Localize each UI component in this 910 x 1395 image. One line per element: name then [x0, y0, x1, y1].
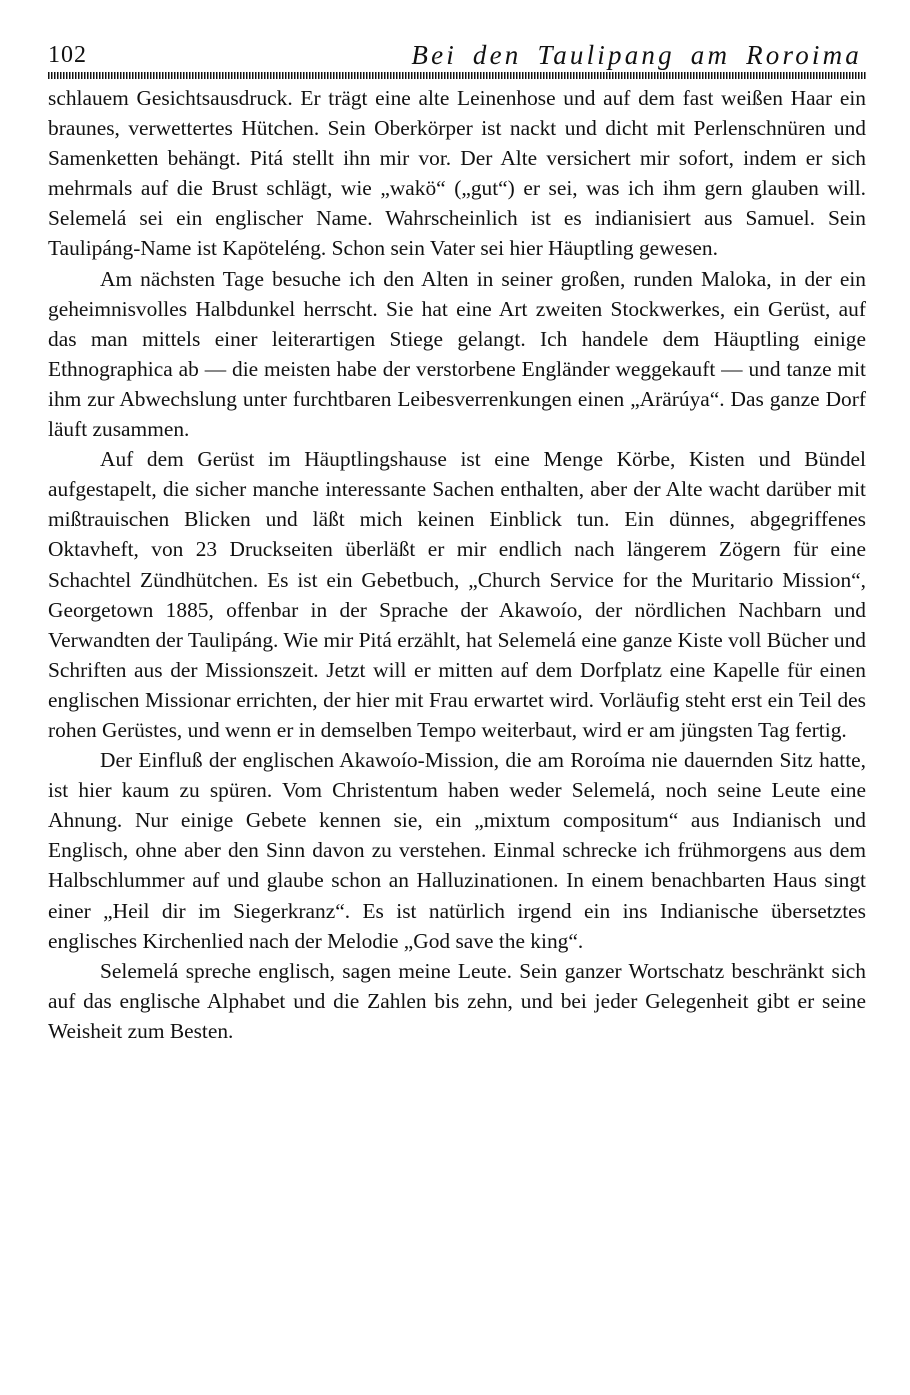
book-page — [48, 40, 866, 1046]
running-head — [48, 40, 866, 72]
paragraph-2: Am nächsten Tage besuche ich den Alten in seiner großen, runden Maloka, in der ein geheimnisvolles Halbdunkel herrscht. Sie hat eine Art zweiten Stockwerkes, ein Gerüst, auf das man mittels einer leiterartigen Stiege gelangt. Ich handele dem Häuptling einige Ethnographica ab — die meisten habe der verstorbene Engländer weggekauft — und tanze mit ihm zur Abwechslung unter furchtbaren Leibesverrenkungen einen „Arärúya“. Das ganze Dorf läuft zusammen. — [48, 266, 866, 442]
header-rule — [48, 72, 866, 79]
running-title: Bei den Taulipang am Roroima — [411, 40, 862, 70]
page-number: 102 — [48, 42, 87, 68]
body-text — [48, 83, 866, 1046]
paragraph-4: Der Einfluß der englischen Akawoío-Mission, die am Roroíma nie dauernden Sitz hatte, ist hier kaum zu spüren. Vom Christentum haben weder Selemelá, noch seine Leute eine Ahnung. Nur einige Gebete kennen sie, ein „mixtum compositum“ aus Indianisch und Englisch, ohne aber den Sinn davon zu verstehen. Einmal schrecke ich frühmorgens aus dem Halbschlummer auf und glaube schon an Halluzinationen. In einem benachbarten Haus singt einer „Heil dir im Siegerkranz“. Es ist natürlich irgend ein ins Indianische übersetztes englisches Kirchenlied nach der Melodie „God save the king“. — [48, 748, 866, 953]
paragraph-1: schlauem Gesichtsausdruck. Er trägt eine alte Leinenhose und auf dem fast weißen Haar ein braunes, verwettertes Hütchen. Sein Oberkörper ist nackt und dicht mit Perlenschnüren und Samenketten behängt. Pitá stellt ihn mir vor. Der Alte versichert mir sofort, indem er sich mehrmals auf die Brust schlägt, wie „wakö“ („gut“) er sei, was ich ihm gern glauben will. Selemelá sei ein englischer Name. Wahrscheinlich ist es indianisiert aus Samuel. Sein Taulipáng-Name ist Kapöteléng. Schon sein Vater sei hier Häuptling gewesen. — [48, 86, 866, 261]
paragraph-5: Selemelá spreche englisch, sagen meine Leute. Sein ganzer Wortschatz beschränkt sich auf das englische Alphabet und die Zahlen bis zehn, und bei jeder Gelegenheit gibt er seine Weisheit zum Besten. — [48, 958, 866, 1043]
paragraph-3: Auf dem Gerüst im Häuptlingshause ist eine Menge Körbe, Kisten und Bündel aufgestapelt, die sicher manche interessante Sachen enthalten, aber der Alte wacht darüber mit mißtrauischen Blicken und läßt mich keinen Einblick tun. Ein dünnes, abgegriffenes Oktavheft, von 23 Druckseiten überläßt er mir endlich nach längerem Zögern für eine Schachtel Zündhütchen. Es ist ein Gebetbuch, „Church Service for the Muritario Mission“, Georgetown 1885, offenbar in der Sprache der Akawoío, der nördlichen Nachbarn und Verwandten der Taulipáng. Wie mir Pitá erzählt, hat Selemelá eine ganze Kiste voll Bücher und Schriften aus der Missionszeit. Jetzt will er mitten auf dem Dorfplatz eine Kapelle für einen englischen Missionar errichten, der hier mit Frau erwartet wird. Vorläufig steht erst ein Teil des rohen Gerüstes, und wenn er in demselben Tempo weiterbaut, wird er am jüngsten Tag fertig. — [48, 447, 866, 742]
